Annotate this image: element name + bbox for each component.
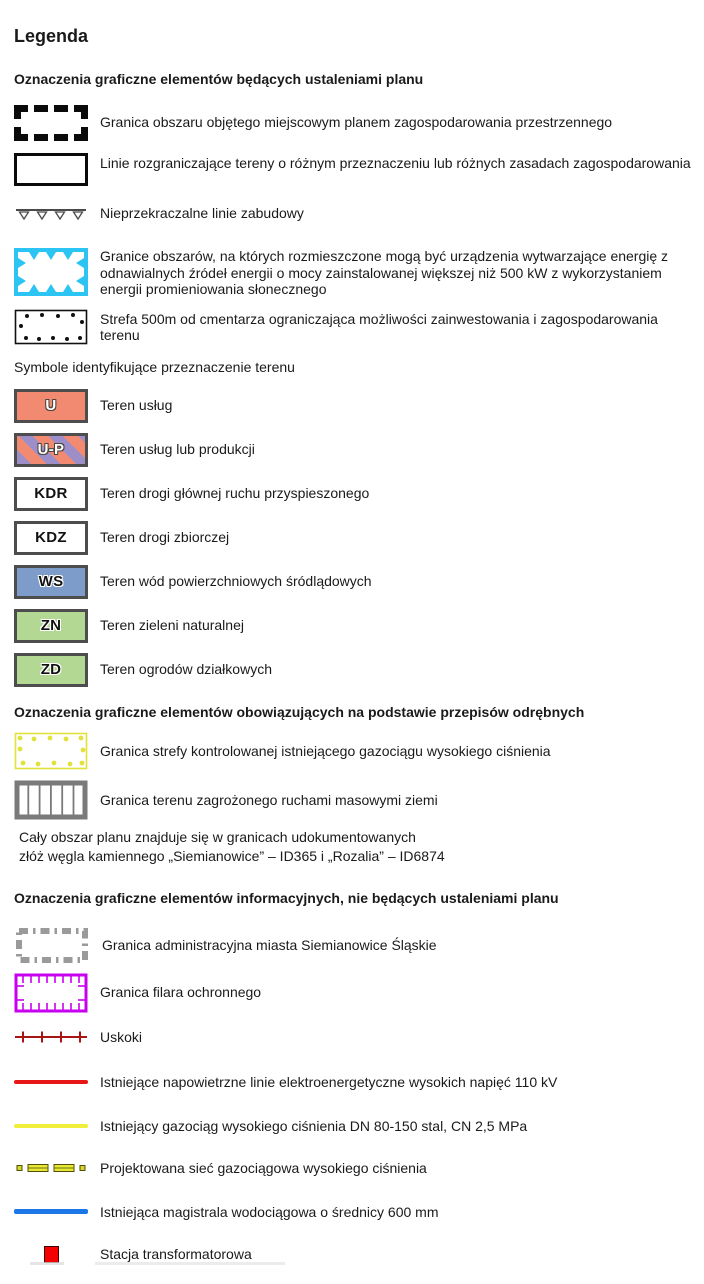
zone-zn-icon [14,609,88,643]
legend-item-label: Teren usług lub produkcji [100,441,255,458]
dividing-lines-icon [14,153,88,186]
cutoff-next-row-text [95,1262,285,1265]
legend-item-zone-zd [14,653,696,687]
legend-item-renewable-area [14,248,696,298]
legend-item-label: Granica filara ochronnego [100,984,262,1001]
zone-code: ZD [40,661,62,679]
legend-item-label: Granica obszaru objętego miejscowym planem zagospodarowania przestrzennego [100,114,613,131]
legend-item-label: Teren wód powierzchniowych śródlądowych [100,573,372,590]
legend-item-water-main [14,1204,696,1221]
zone-code: KDZ [35,529,67,547]
legend-item-power-lines [14,1074,696,1091]
zone-code: U-P [37,441,65,459]
legend-item-label: Granica administracyjna miasta Siemianowice Śląskie [102,937,437,954]
legend-item-label: Uskoki [100,1028,143,1045]
coal-deposits-note [19,828,696,865]
legend-item-label: Granica strefy kontrolowanej istniejącego gazociągu wysokiego ciśnienia [100,742,551,759]
legend-item-cemetery-zone [14,309,696,345]
legend-item-label: Teren usług [100,397,173,414]
legend-item-label: Istniejąca magistrala wodociągowa o średnicy 600 mm [100,1203,439,1220]
legend-item-label: Granice obszarów, na których rozmieszczone mogą być urządzenia wytwarzające energię z odnawialnych źródeł energii o mocy zainstalowanej większej niż 500 kW z wykorzystaniem energii promieniowania słonecznego [100,248,669,298]
zone-code: ZN [40,617,62,635]
zone-zd-icon [14,653,88,687]
zone-ws-icon [14,565,88,599]
admin-boundary-icon [14,926,90,966]
legend-item-label: Istniejący gazociąg wysokiego ciśnienia DN 80-150 stal, CN 2,5 MPa [100,1117,528,1134]
cemetery-zone-icon [14,309,88,345]
legend-item-protective-pillar [14,973,696,1013]
legend-item-label: Teren zieleni naturalnej [100,617,244,634]
zone-code: U [45,397,57,415]
legend-item-label: Projektowana sieć gazociągowa wysokiego ciśnienia [100,1160,427,1177]
legend-item-zone-up [14,433,696,467]
legend-item-zone-u [14,389,696,423]
legend-item-faults [14,1029,696,1046]
legend-item-label: Stacja transformatorowa [100,1246,252,1263]
section-heading-zone-symbols: Symbole identyfikujące przeznaczenie terenu [14,358,295,375]
section-heading-plan-elements: Oznaczenia graficzne elementów będących ustaleniami planu [14,71,424,87]
transformer-station-icon [44,1246,59,1263]
legend-item-gas-control-zone [14,732,696,770]
legend-item-transformer-station [14,1246,696,1263]
protective-pillar-icon [14,973,88,1013]
legend-item-label: Teren drogi zbiorczej [100,529,230,546]
zone-up-icon [14,433,88,467]
renewable-energy-area-icon [14,248,88,296]
cutoff-next-row-symbol [30,1262,64,1265]
zone-code: KDR [34,485,68,503]
legend-item-admin-boundary [14,926,696,966]
legend-item-zone-ws [14,565,696,599]
mass-movement-area-icon [14,780,88,820]
plan-boundary-icon [14,105,88,141]
zone-kdr-icon [14,477,88,511]
legend-item-label: Strefa 500m od cmentarza ograniczająca możliwości zainwestowania i zagospodarowania terenu [100,310,658,344]
legend-item-label: Linie rozgraniczające tereny o różnym przeznaczeniu lub różnych zasadach zagospodarowania [100,154,691,171]
building-line-icon [14,205,88,221]
coal-deposits-note-line1: Cały obszar planu znajduje się w granicach udokumentowanych [19,829,416,846]
faults-icon [14,1030,88,1044]
legend-item-zone-kdz [14,521,696,555]
legend-item-planned-gas-network [14,1160,696,1177]
water-main-icon [14,1209,88,1214]
power-line-icon [14,1080,88,1084]
planned-gas-network-icon [14,1162,88,1174]
legend-item-dividing-lines [14,153,696,186]
gas-control-zone-icon [14,732,88,770]
zone-code: WS [38,573,64,591]
legend-item-label: Granica terenu zagrożonego ruchami masowymi ziemi [100,791,438,808]
legend-item-zone-zn [14,609,696,643]
legend-item-label: Teren ogrodów działkowych [100,661,272,678]
zone-kdz-icon [14,521,88,555]
legend-item-zone-kdr [14,477,696,511]
section-heading-separate-regulations: Oznaczenia graficzne elementów obowiązujących na podstawie przepisów odrębnych [14,703,585,720]
coal-deposits-note-line2: złóż węgla kamiennego „Siemianowice” – ID365 i „Rozalia” – ID6874 [19,847,445,864]
legend-item-mass-movement [14,780,696,820]
legend-item-building-line [14,205,696,222]
page-title: Legenda [14,26,89,46]
zone-u-icon [14,389,88,423]
section-heading-informational: Oznaczenia graficzne elementów informacyjnych, nie będących ustaleniami planu [14,890,559,907]
gas-pipeline-icon [14,1124,88,1128]
legend-item-plan-boundary [14,105,696,141]
legend-item-label: Istniejące napowietrzne linie elektroenergetyczne wysokich napięć 110 kV [100,1074,558,1091]
legend-item-label: Teren drogi głównej ruchu przyspieszonego [100,485,370,502]
legend-item-existing-gas-pipeline [14,1118,696,1135]
legend-item-label: Nieprzekraczalne linie zabudowy [100,204,304,221]
